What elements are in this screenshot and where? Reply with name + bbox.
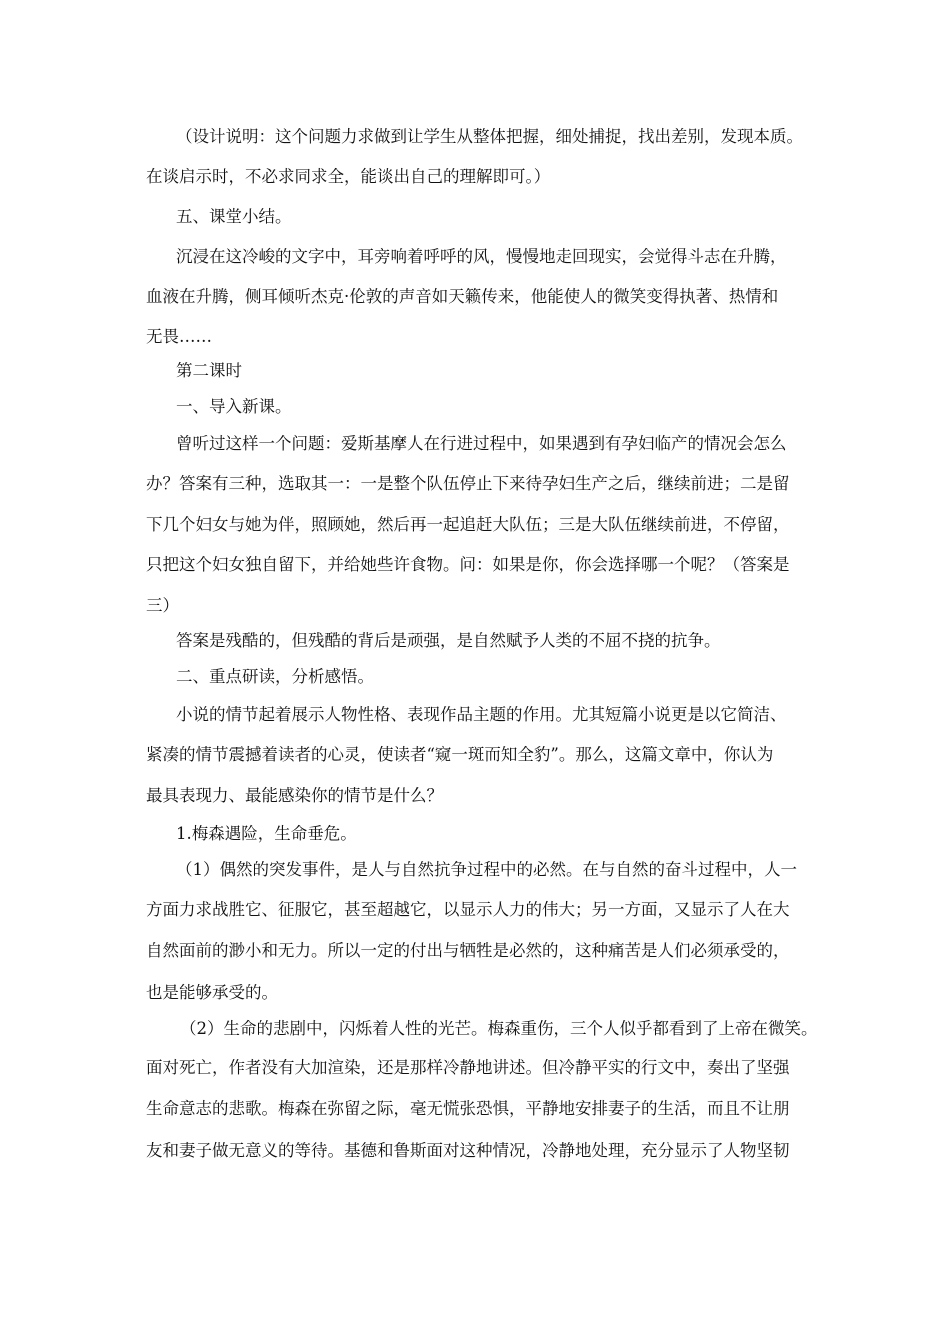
paragraph-line: 答案是残酷的，但残酷的背后是顽强，是自然赋予人类的不屈不挠的抗争。 — [176, 631, 721, 650]
paragraph-line: （设计说明：这个问题力求做到让学生从整体把握，细处捕捉，找出差别，发现本质。 — [176, 127, 803, 146]
paragraph-line: 无畏…… — [146, 327, 212, 346]
paragraph-line: 生命意志的悲歌。梅森在弥留之际，毫无慌张恐惧，平静地安排妻子的生活，而且不让朋 — [146, 1099, 790, 1118]
paragraph-line: 办？答案有三种，选取其一：一是整个队伍停止下来待孕妇生产之后，继续前进；二是留 — [146, 474, 790, 493]
paragraph-line: 沉浸在这冷峻的文字中，耳旁响着呼呼的风，慢慢地走回现实，会觉得斗志在升腾， — [176, 247, 787, 266]
paragraph-line: 小说的情节起着展示人物性格、表现作品主题的作用。尤其短篇小说更是以它简洁、 — [176, 705, 787, 724]
paragraph-line: 血液在升腾，侧耳倾听杰克·伦敦的声音如天籁传来，他能使人的微笑变得执著、热情和 — [146, 287, 779, 306]
paragraph-line: 方面力求战胜它、征服它，甚至超越它，以显示人力的伟大；另一方面，又显示了人在大 — [146, 900, 790, 919]
paragraph-line: 也是能够承受的。 — [146, 983, 278, 1002]
subsection-heading: 1.梅森遇险，生命垂危。 — [176, 824, 357, 843]
paragraph-line: 紧凑的情节震撼着读者的心灵，使读者“窥一斑而知全豹”。那么，这篇文章中，你认为 — [146, 745, 774, 764]
paragraph-line: 最具表现力、最能感染你的情节是什么？ — [146, 786, 443, 805]
paragraph-line: 三） — [146, 596, 179, 615]
paragraph-line: （1）偶然的突发事件，是人与自然抗争过程中的必然。在与自然的奋斗过程中，人一 — [176, 860, 797, 879]
paragraph-line: 在谈启示时，不必求同求全，能谈出自己的理解即可。） — [146, 167, 551, 186]
lesson-heading: 第二课时 — [176, 361, 242, 380]
section-heading: 二、重点研读，分析感悟。 — [176, 667, 374, 686]
paragraph-line: 下几个妇女与她为伴，照顾她，然后再一起追赶大队伍；三是大队伍继续前进，不停留， — [146, 515, 790, 534]
paragraph-line: 自然面前的渺小和无力。所以一定的付出与牺牲是必然的，这种痛苦是人们必须承受的， — [146, 941, 790, 960]
paragraph-line: 只把这个妇女独自留下，并给她些许食物。问：如果是你，你会选择哪一个呢？（答案是 — [146, 555, 790, 574]
paragraph-line: （2）生命的悲剧中，闪烁着人性的光芒。梅森重伤，三个人似乎都看到了上帝在微笑。 — [180, 1019, 818, 1038]
section-heading: 一、导入新课。 — [176, 397, 292, 416]
paragraph-line: 友和妻子做无意义的等待。基德和鲁斯面对这种情况，冷静地处理，充分显示了人物坚韧 — [146, 1141, 790, 1160]
paragraph-line: 面对死亡，作者没有大加渲染，还是那样冷静地讲述。但冷静平实的行文中，奏出了坚强 — [146, 1058, 790, 1077]
section-heading: 五、课堂小结。 — [176, 207, 292, 226]
paragraph-line: 曾听过这样一个问题：爱斯基摩人在行进过程中，如果遇到有孕妇临产的情况会怎么 — [176, 434, 787, 453]
